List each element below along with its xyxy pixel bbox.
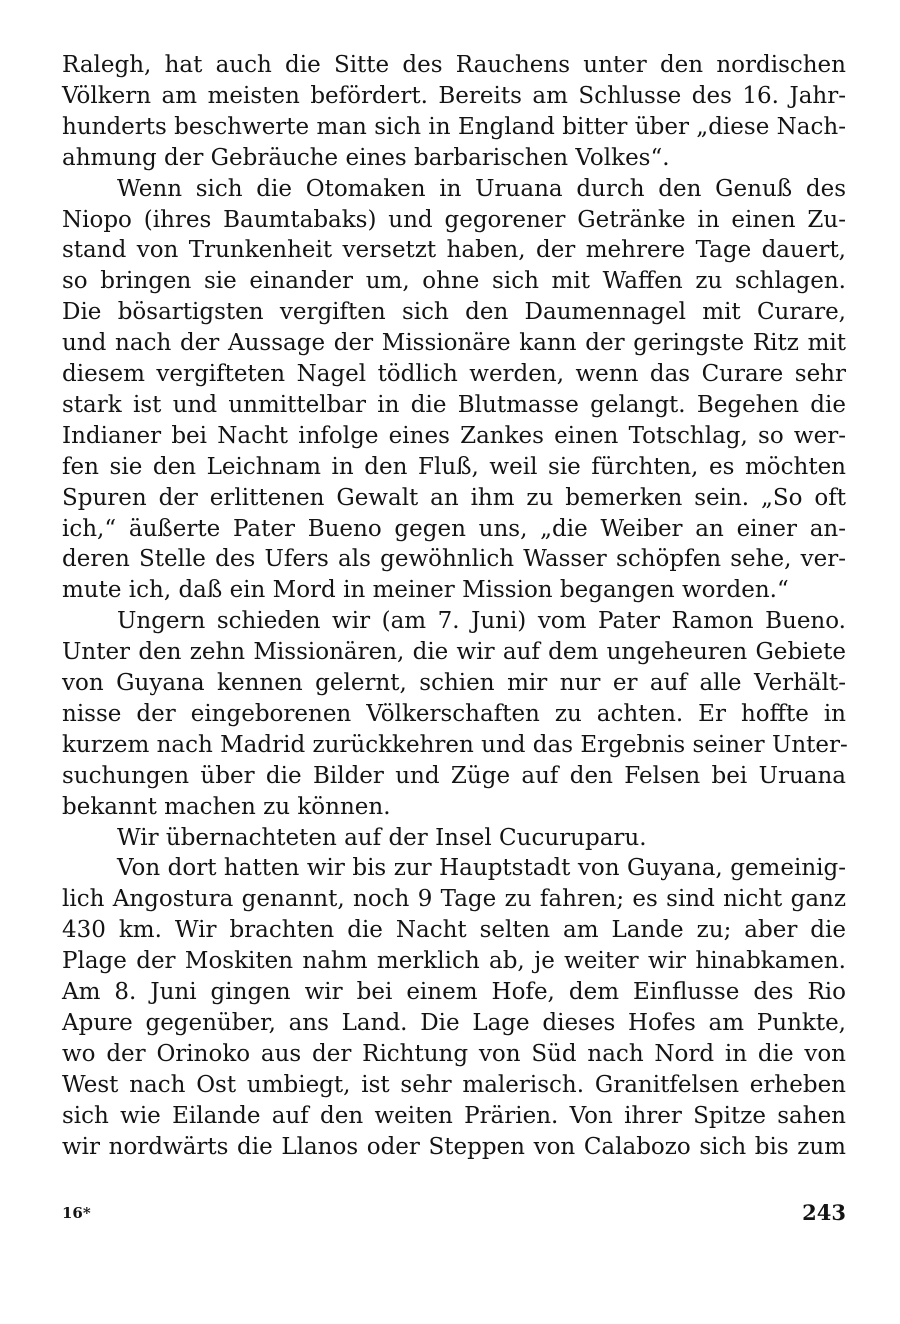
text-line: Wir übernachteten auf der Insel Cucuruparu. [117, 824, 647, 851]
text-line: Ralegh, hat auch die Sitte des Rauchens unter den nordischen [62, 52, 846, 78]
text-line: ahmung der Gebräuche eines barbarischen Volkes“. [62, 144, 670, 171]
text-line: bekannt machen zu können. [62, 793, 391, 820]
text-line: ich,“ äußerte Pater Bueno gegen uns, „die Weiber an einer an- [62, 515, 846, 542]
text-line: Ungern schieden wir (am 7. Juni) vom Pater Ramon Bueno. [117, 608, 846, 635]
text-line: Spuren der erlittenen Gewalt an ihm zu bemerken sein. „So oft [62, 484, 846, 511]
text-line: Am 8. Juni gingen wir bei einem Hofe, dem Einflusse des Rio [62, 979, 846, 1005]
text-line: sich wie Eilande auf den weiten Prärien. Von ihrer Spitze sahen [62, 1102, 846, 1129]
text-line: hunderts beschwerte man sich in England bitter über „diese Nach- [62, 113, 846, 140]
text-line: wo der Orinoko aus der Richtung von Süd nach Nord in die von [62, 1040, 846, 1067]
text-line: so bringen sie einander um, ohne sich mit Waffen zu schlagen. [62, 268, 846, 295]
text-line: mute ich, daß ein Mord in meiner Mission begangen worden.“ [62, 577, 789, 604]
book-page [62, 50, 846, 1290]
printer-signature-mark: 16* [62, 1204, 91, 1222]
text-line: Niopo (ihres Baumtabaks) und gegorener Getränke in einen Zu- [62, 206, 846, 233]
text-line: Völkern am meisten befördert. Bereits am Schlusse des 16. Jahr- [62, 82, 846, 109]
text-line: Unter den zehn Missionären, die wir auf dem ungeheuren Gebiete [62, 639, 846, 666]
text-line: stand von Trunkenheit versetzt haben, der mehrere Tage dauert, [62, 237, 846, 264]
page-footer [62, 1198, 846, 1228]
text-line: stark ist und unmittelbar in die Blutmasse gelangt. Begehen die [62, 391, 846, 418]
text-line: Plage der Moskiten nahm merklich ab, je weiter wir hinabkamen. [62, 948, 846, 975]
page-number: 243 [802, 1200, 846, 1225]
text-line: deren Stelle des Ufers als gewöhnlich Wasser schöpfen sehe, ver- [62, 546, 846, 573]
text-line: Wenn sich die Otomaken in Uruana durch den Genuß des [117, 175, 846, 202]
text-line: diesem vergifteten Nagel tödlich werden, wenn das Curare sehr [62, 361, 846, 387]
text-line: Apure gegenüber, ans Land. Die Lage dieses Hofes am Punkte, [62, 1009, 846, 1036]
text-line: und nach der Aussage der Missionäre kann der geringste Ritz mit [62, 330, 846, 357]
text-line: nisse der eingeborenen Völkerschaften zu achten. Er hoffte in [62, 700, 846, 727]
text-line: Die bösartigsten vergiften sich den Daumennagel mit Curare, [62, 299, 846, 326]
text-line: wir nordwärts die Llanos oder Steppen von Calabozo sich bis zum [62, 1133, 846, 1160]
text-line: von Guyana kennen gelernt, schien mir nur er auf alle Verhält- [62, 670, 846, 696]
text-line: lich Angostura genannt, noch 9 Tage zu fahren; es sind nicht ganz [62, 886, 846, 913]
text-line: 430 km. Wir brachten die Nacht selten am Lande zu; aber die [62, 917, 846, 944]
text-line: kurzem nach Madrid zurückkehren und das Ergebnis seiner Unter- [62, 731, 848, 758]
text-line: Von dort hatten wir bis zur Hauptstadt von Guyana, gemeinig- [117, 855, 846, 882]
text-line: fen sie den Leichnam in den Fluß, weil sie fürchten, es möchten [62, 453, 846, 480]
text-line: suchungen über die Bilder und Züge auf den Felsen bei Uruana [62, 762, 846, 789]
text-line: Indianer bei Nacht infolge eines Zankes einen Totschlag, so wer- [62, 422, 846, 449]
text-line: West nach Ost umbiegt, ist sehr malerisch. Granitfelsen erheben [62, 1071, 846, 1098]
